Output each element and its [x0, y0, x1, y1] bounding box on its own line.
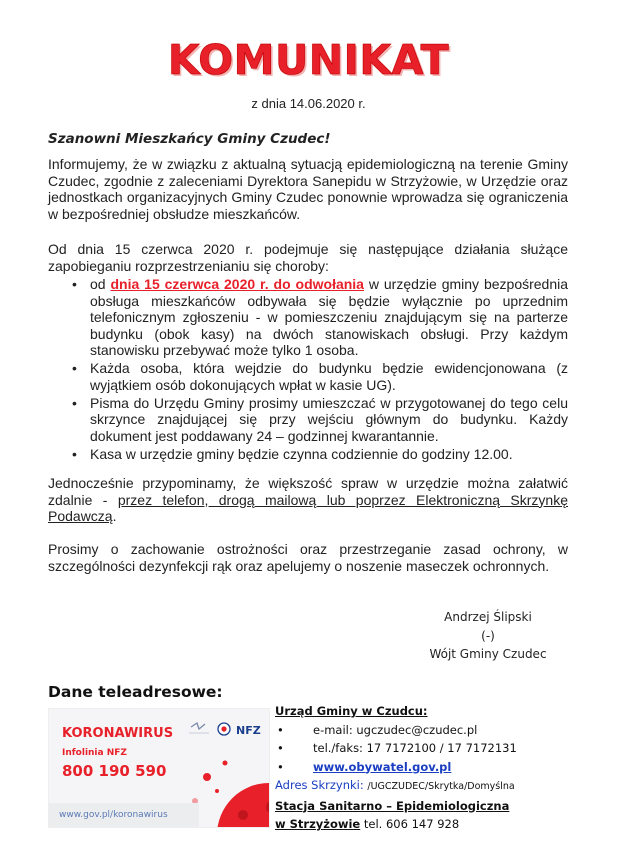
remote-services-suffix: .	[112, 508, 117, 524]
measure-1-prefix: od	[90, 276, 106, 292]
measure-4-text: Kasa w urzędzie gminy będzie czynna codziennie do godziny 12.00.	[90, 445, 513, 462]
announcement-date: z dnia 14.06.2020 r.	[251, 96, 366, 111]
list-item	[48, 395, 568, 445]
koronawirus-banner	[48, 708, 270, 828]
measures-list	[48, 276, 568, 464]
sanepid-location: w Strzyżowie	[275, 817, 361, 831]
measure-2-text: Każda osoba, która wejdzie do budynku będzie ewidencjonowana (z wyjątkiem osób dokonujących wpłat w kasie UG).	[90, 360, 568, 393]
email-text[interactable]: e-mail: ugczudec@czudec.pl	[313, 722, 478, 737]
banner-title: KORONAWIRUS	[62, 726, 174, 741]
list-item	[48, 360, 568, 393]
phone-item	[275, 739, 575, 758]
remote-services-paragraph	[48, 475, 568, 525]
email-item	[275, 721, 575, 740]
list-item	[48, 276, 568, 359]
list-item	[48, 446, 568, 463]
safety-paragraph: Prosimy o zachowanie ostrożności oraz przestrzeganie zasad ochrony, w szczególności dezynfekcji rąk oraz apelujemy o noszenie maseczek ochronnych.	[48, 541, 568, 574]
banner-infoline-number: 800 190 590	[62, 762, 167, 780]
measure-1-text: w urzędzie gminy bezpośrednia obsługa mieszkańców odbywała się będzie wyłącznie po uprzednim telefonicznym zgłoszeniu - w pomieszczeniu znajdującym się na parterze budynku (obok kasy) na dwóch stanowiskach obsługi. Przy każdym stanowisku przebywać może tylko 1 osoba.	[90, 276, 569, 358]
inbox-value: /UGCZUDEC/Skrytka/Domyślna	[367, 781, 515, 792]
page-title: KOMUNIKAT	[167, 36, 450, 84]
nfz-logo: NFZ	[236, 724, 261, 737]
measure-1-highlight: dnia 15 czerwca 2020 r. do odwołania	[110, 276, 364, 292]
intro-paragraph: Informujemy, że w związku z aktualną sytuacją epidemiologiczną na terenie Gminy Czudec, zgodnie z zaleceniami Dyrektora Sanepidu w Strzyżowie, w Urzędzie oraz jednostkach organizacyjnych Gminy Czudec ponownie wprowadza się ograniczenia w bezpośredniej obsłudze mieszkańców.	[48, 156, 568, 222]
signature-role: Wójt Gminy Czudec	[429, 647, 547, 661]
inbox-row	[275, 776, 575, 797]
signature-mark: (-)	[481, 628, 495, 643]
measure-3-text: Pisma do Urzędu Gminy prosimy umieszczać w przygotowanej do tego celu skrzynce znajdującej się przy wejściu głównym do budynku. Każdy dokument jest poddawany 24 – godzinnej kwarantannie.	[90, 394, 568, 444]
inbox-label: Adres Skrzynki:	[275, 778, 364, 792]
website-item	[275, 758, 575, 777]
website-link[interactable]: www.obywatel.gov.pl	[313, 759, 452, 774]
greeting: Szanowni Mieszkańcy Gminy Czudec!	[48, 131, 331, 147]
contact-heading: Dane teleadresowe:	[48, 683, 223, 701]
signature-name: Andrzej Ślipski	[444, 610, 532, 624]
signature-block	[408, 608, 568, 664]
phone-text: tel./faks: 17 7172100 / 17 7172131	[313, 741, 517, 755]
sanepid-phone: tel. 606 147 928	[363, 817, 460, 831]
banner-url[interactable]: www.gov.pl/koronawirus	[59, 810, 168, 820]
banner-infoline-label: Infolinia NFZ	[62, 748, 127, 758]
sanepid-name: Stacja Sanitarno – Epidemiologiczna	[275, 798, 510, 813]
office-name: Urząd Gminy w Czudcu:	[275, 704, 428, 718]
contact-block	[275, 702, 575, 834]
measures-intro-paragraph: Od dnia 15 czerwca 2020 r. podejmuje się następujące działania służące zapobieganiu rozprzestrzenianiu się choroby:	[48, 241, 568, 274]
remote-services-prefix: Jednocześnie przypominamy, że większość spraw w urzędzie można załatwić zdalnie -	[48, 475, 568, 508]
sanepid-row	[275, 815, 575, 834]
remote-services-link[interactable]: przez telefon, drogą mailową lub poprzez Elektroniczną Skrzynkę Podawczą	[48, 491, 568, 524]
